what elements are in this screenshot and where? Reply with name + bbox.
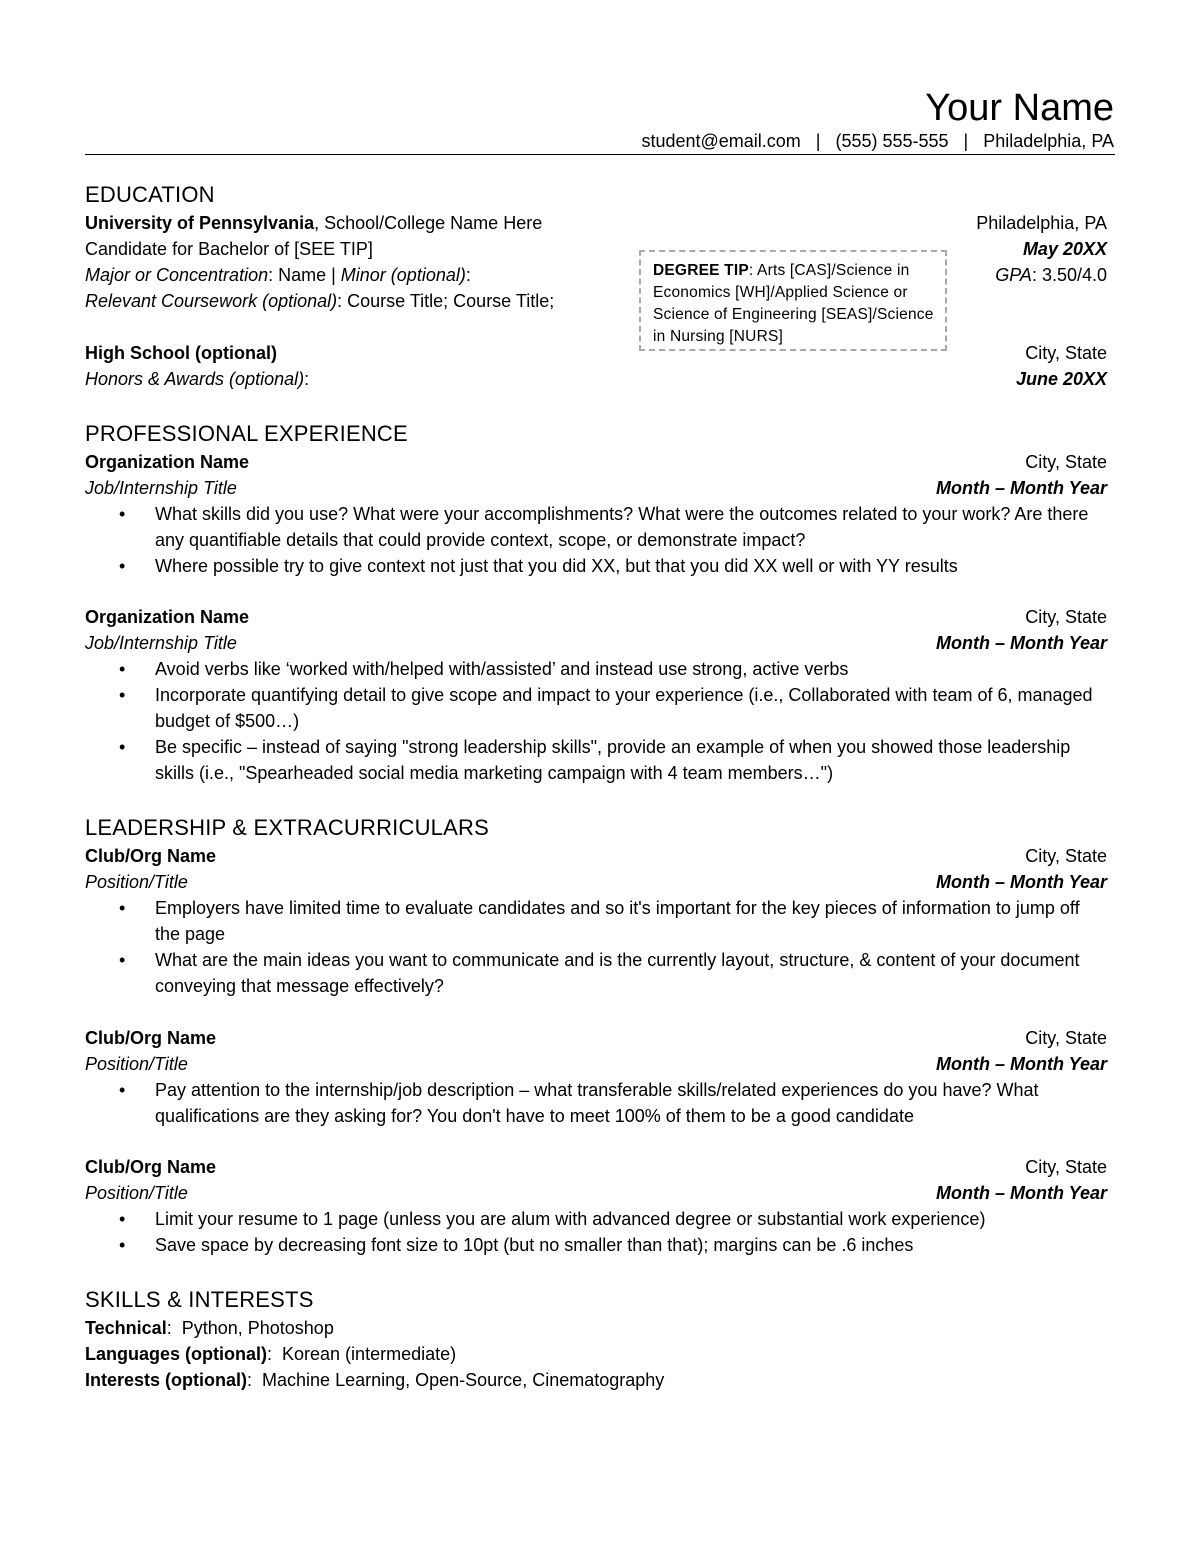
bullet-item: • What skills did you use? What were your accomplishments? What were the outcomes related to your work? Are there any quantifiable details that could provide context, scope, or demonstrate impact? [85,501,1107,553]
experience-1-bullets [85,501,1107,579]
bullet-item: • Where possible try to give context not just that you did XX, but that you did XX well or with YY results [85,553,1107,579]
experience-1-title: Job/Internship Title [85,478,237,498]
experience-2-title: Job/Internship Title [85,633,237,653]
leadership-1-org-line [85,843,1107,869]
degree-tip-text: : Arts [CAS]/Science in Economics [WH]/Applied Science or Science of Engineering [SEAS]/Science in Nursing [NURS] [653,262,934,345]
high-school-location: City, State [1025,343,1107,363]
bullet-item: • Save space by decreasing font size to 10pt (but no smaller than that); margins can be .6 inches [85,1232,1107,1258]
leadership-1-location: City, State [1025,846,1107,866]
experience-1-location: City, State [1025,452,1107,472]
bullet-item: • Be specific – instead of saying "strong leadership skills", provide an example of when you showed those leadership skills (i.e., "Spearheaded social media marketing campaign with 4 team members…") [85,734,1107,786]
minor-label: Minor (optional) [340,265,466,285]
gpa-value: : 3.50/4.0 [1031,265,1107,285]
leadership-3-org-line [85,1154,1107,1180]
experience-1-title-line [85,475,1107,501]
leadership-2-org: Club/Org Name [85,1028,217,1048]
leadership-1-date: Month – Month Year [936,872,1107,892]
high-school-line [85,340,1107,366]
experience-1-date: Month – Month Year [936,478,1107,498]
experience-2-org: Organization Name [85,607,250,627]
school-name: , School/College Name Here [314,213,543,233]
skill-label: Technical [85,1318,167,1338]
bullet-item: • Incorporate quantifying detail to give scope and impact to your experience (i.e., Collaborated with team of 6, managed budget of $500…) [85,682,1107,734]
coursework-label: Relevant Coursework (optional) [85,291,338,311]
leadership-3-org: Club/Org Name [85,1157,217,1177]
major-label: Major or Concentration [85,265,269,285]
leadership-heading: LEADERSHIP & EXTRACURRICULARS [85,815,489,840]
skill-value: Python, Photoshop [181,1318,334,1338]
experience-heading: PROFESSIONAL EXPERIENCE [85,421,408,446]
gpa-label: GPA [995,265,1032,285]
skill-technical: Technical: Python, Photoshop [85,1318,334,1338]
skill-languages: Languages (optional): Korean (intermediate) [85,1344,457,1364]
leadership-2-org-line [85,1025,1107,1051]
leadership-1-org: Club/Org Name [85,846,217,866]
experience-1-org-line [85,449,1107,475]
leadership-2-title: Position/Title [85,1054,188,1074]
major-line [85,262,1107,288]
leadership-1-title: Position/Title [85,872,188,892]
skill-label: Languages (optional) [85,1344,267,1364]
coursework-line [85,288,1107,314]
bullet-item: • Employers have limited time to evaluate candidates and so it's important for the key pieces of information to jump off the page [85,895,1107,947]
experience-1-org: Organization Name [85,452,250,472]
coursework-value: : Course Title; Course Title; [337,291,555,311]
leadership-3-title: Position/Title [85,1183,188,1203]
minor-tail: : [465,265,471,285]
degree-candidate: Candidate for Bachelor of [SEE TIP] [85,239,373,259]
honors-tail: : [304,369,310,389]
candidate-name: Your Name [925,87,1114,129]
experience-2-bullets [85,656,1107,786]
leadership-1-bullets [85,895,1107,999]
bullet-item: • Avoid verbs like ‘worked with/helped with/assisted’ and instead use strong, active verbs [85,656,1107,682]
contact-line: student@email.com | (555) 555-555 | Philadelphia, PA [641,131,1114,151]
skill-label: Interests (optional) [85,1370,248,1390]
university-line [85,210,1107,236]
education-heading: EDUCATION [85,182,215,207]
honors-line [85,366,1107,392]
leadership-2-location: City, State [1025,1028,1107,1048]
degree-line [85,236,1107,262]
skill-interests: Interests (optional): Machine Learning, Open-Source, Cinematography [85,1370,665,1390]
experience-2-title-line [85,630,1107,656]
bullet-item: • What are the main ideas you want to communicate and is the currently layout, structure, & content of your document conveying that message effectively? [85,947,1107,999]
degree-tip-label: DEGREE TIP [653,262,749,279]
leadership-2-title-line [85,1051,1107,1077]
bullet-item: • Pay attention to the internship/job description – what transferable skills/related experiences do you have? What qualifications are they asking for? You don't have to meet 100% of them to be a good candidate [85,1077,1107,1129]
leadership-3-title-line [85,1180,1107,1206]
leadership-2-date: Month – Month Year [936,1054,1107,1074]
major-value: : Name | [268,265,341,285]
high-school-date: June 20XX [1015,369,1107,389]
leadership-3-bullets [85,1206,1107,1258]
leadership-2-bullets [85,1077,1107,1129]
skills-heading: SKILLS & INTERESTS [85,1287,314,1312]
bullet-item: • Limit your resume to 1 page (unless you are alum with advanced degree or substantial work experience) [85,1206,1107,1232]
graduation-date: May 20XX [1022,239,1107,259]
experience-2-location: City, State [1025,607,1107,627]
leadership-1-title-line [85,869,1107,895]
skill-value: Machine Learning, Open-Source, Cinematography [262,1370,665,1390]
experience-2-org-line [85,604,1107,630]
leadership-3-date: Month – Month Year [936,1183,1107,1203]
header-divider [85,154,1115,155]
leadership-3-location: City, State [1025,1157,1107,1177]
high-school-name: High School (optional) [85,343,277,363]
degree-tip-box [639,250,947,351]
university-name: University of Pennsylvania [85,213,315,233]
university-location: Philadelphia, PA [976,213,1107,233]
skill-value: Korean (intermediate) [282,1344,457,1364]
experience-2-date: Month – Month Year [936,633,1107,653]
honors-label: Honors & Awards (optional) [85,369,305,389]
